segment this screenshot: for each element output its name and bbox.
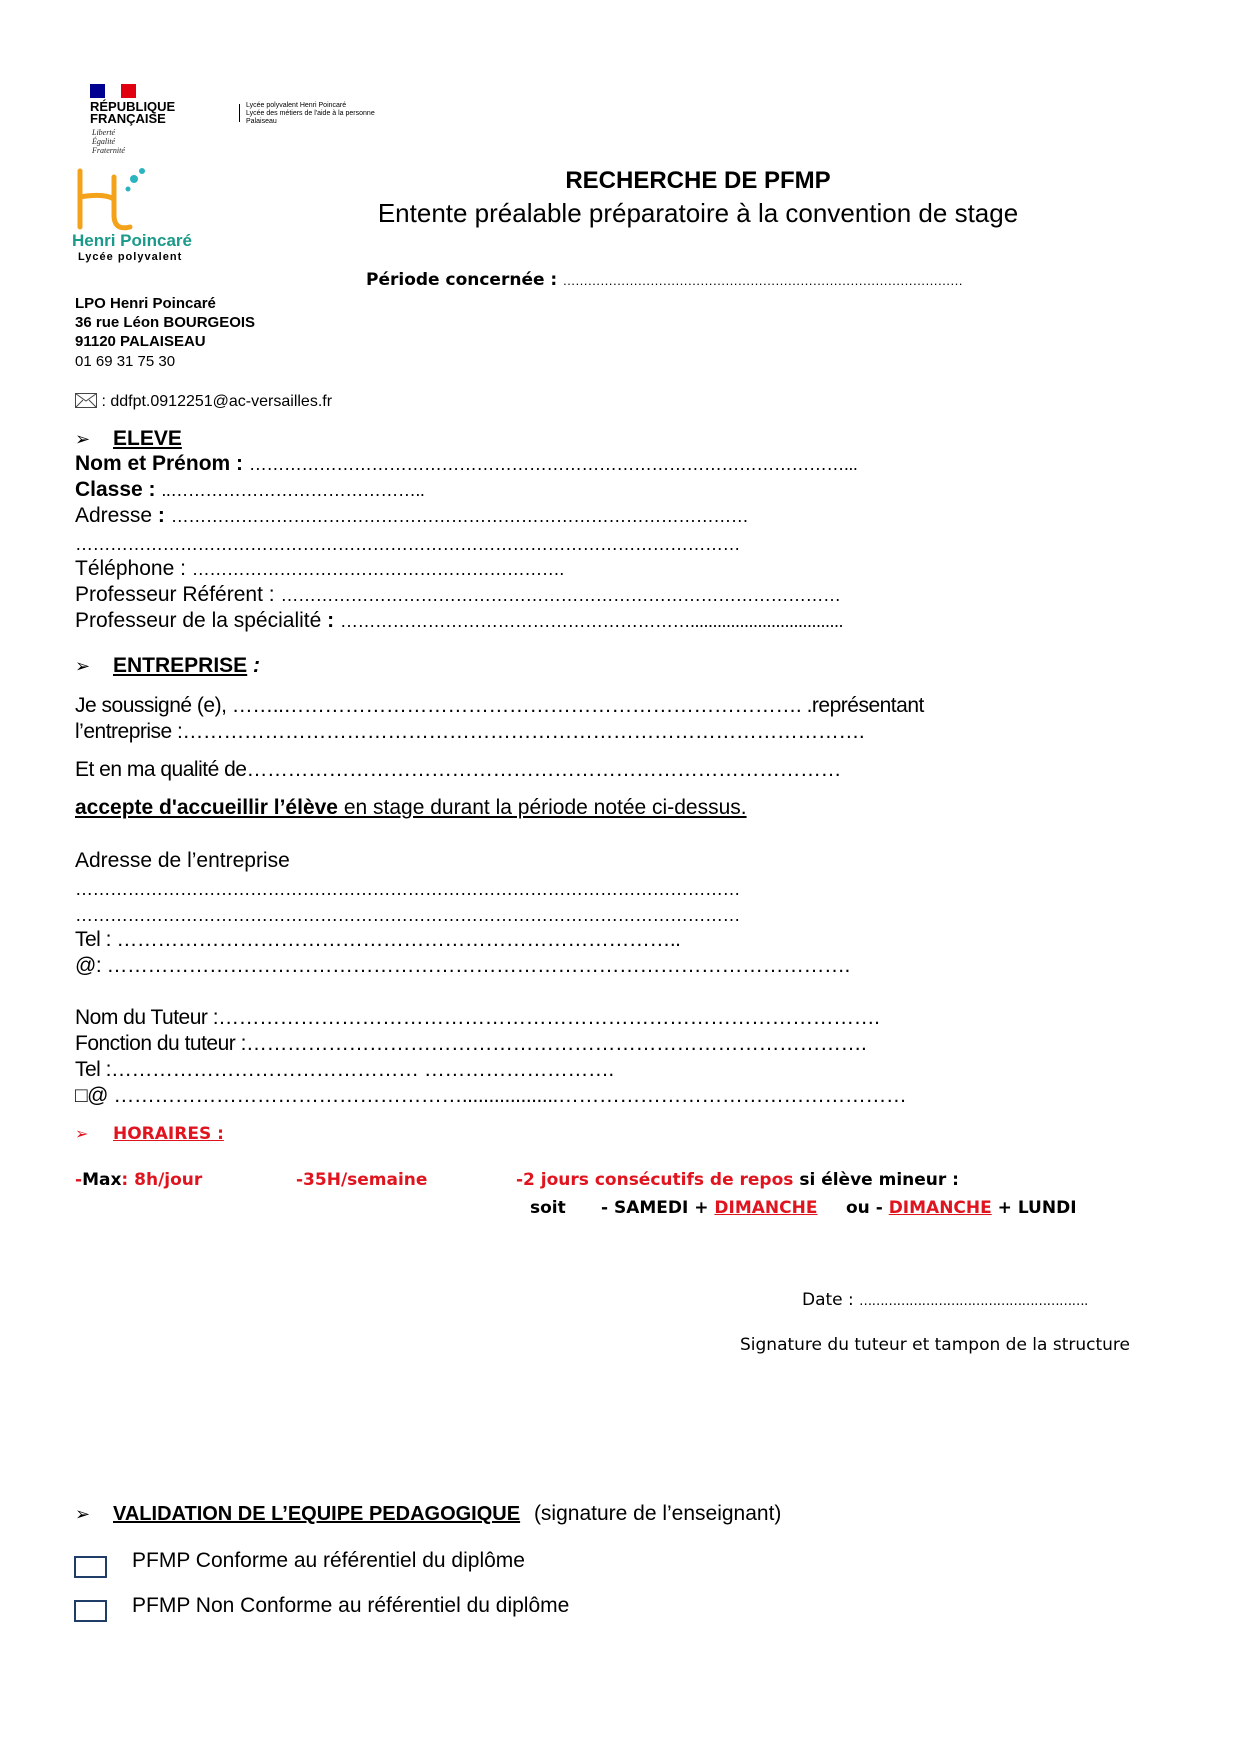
- validation-heading: VALIDATION DE L’EQUIPE PEDAGOGIQUE: [113, 1503, 521, 1525]
- school-street: 36 rue Léon BOURGEOIS: [75, 314, 256, 331]
- entreprise-soussigne: Je soussigné (e), ……..…………………………………………………………………. .représentant: [75, 694, 924, 717]
- eleve-adresse-dots-2: ……………………………………………………………………………………………………: [75, 534, 740, 554]
- entreprise-adresse-dots-1: ……………………………………………………………………………………………………: [75, 879, 740, 899]
- signature-label: Signature du tuteur et tampon de la structure: [740, 1335, 1131, 1355]
- school-email-line: [75, 393, 332, 411]
- entreprise-heading-line: [75, 654, 260, 678]
- non-conforme-label: PFMP Non Conforme au référentiel du diplôme: [132, 1594, 570, 1617]
- horaires-max-label: Max: [82, 1170, 122, 1190]
- school-phone: 01 69 31 75 30: [75, 353, 176, 370]
- entreprise-accepte-line: [75, 796, 747, 820]
- eleve-prof-ref-line: [75, 583, 840, 607]
- horaires-heading-line: [75, 1124, 224, 1144]
- horaires-opt1-a: - SAMEDI +: [601, 1198, 715, 1218]
- horaires-max-prefix: -: [75, 1170, 83, 1190]
- eleve-heading: ELEVE: [113, 427, 182, 450]
- lycee-line-2: Lycée des métiers de l'aide à la personne: [246, 110, 375, 117]
- page-title: RECHERCHE DE PFMP: [565, 167, 831, 194]
- horaires-option-2: [846, 1198, 1077, 1218]
- horaires-semaine: -35H/semaine: [296, 1170, 428, 1190]
- entreprise-heading-colon: :: [253, 654, 261, 677]
- arrow-bullet-icon: ➢: [75, 656, 91, 676]
- tuteur-email: □@ ……………………………………………..................……………………………………………: [75, 1084, 907, 1107]
- horaires-opt1-dimanche: DIMANCHE: [714, 1198, 818, 1218]
- eleve-prof-spe-colon: :: [327, 609, 335, 632]
- header-divider: [239, 104, 240, 122]
- eleve-tel-line: [75, 557, 564, 581]
- school-email: : ddfpt.0912251@ac-versailles.fr: [101, 393, 333, 410]
- eleve-prof-spe-line: [75, 609, 843, 633]
- conforme-checkbox[interactable]: [74, 1556, 107, 1578]
- arrow-bullet-icon: ➢: [75, 1124, 89, 1143]
- tuteur-nom: Nom du Tuteur :…………………………………………………………………………………….: [75, 1006, 880, 1029]
- school-name: LPO Henri Poincaré: [75, 295, 216, 312]
- entreprise-accepte-bold: accepte d'accueillir l’élève: [75, 796, 338, 819]
- validation-heading-line: [75, 1502, 781, 1526]
- horaires-soit: soit: [530, 1198, 566, 1218]
- lycee-line-1: Lycée polyvalent Henri Poincaré: [246, 102, 347, 109]
- entreprise-accepte-rest: en stage durant la période notée ci-dessus.: [337, 796, 747, 819]
- republique-text: RÉPUBLIQUE: [90, 99, 176, 114]
- periode-line: [366, 269, 963, 291]
- horaires-max: [75, 1170, 202, 1190]
- motto-egalite: Égalité: [92, 137, 116, 146]
- horaires-ou: ou -: [846, 1198, 889, 1218]
- entreprise-adresse-dots-2: ……………………………………………………………………………………………………: [75, 905, 740, 925]
- motto-liberte: Liberté: [92, 128, 116, 137]
- periode-dots: ……………………………………………………………………………………: [562, 273, 963, 288]
- eleve-prof-spe-dots: ……………………………………………………..................................: [340, 611, 844, 631]
- eleve-heading-line: [75, 427, 182, 451]
- eleve-adresse-line: [75, 504, 748, 528]
- eleve-prof-ref-label: Professeur Référent :: [75, 583, 275, 606]
- eleve-prof-ref-dots: ……………………………………………………………………………………: [280, 585, 841, 605]
- eleve-adresse-label: Adresse: [75, 504, 153, 527]
- non-conforme-checkbox[interactable]: [74, 1600, 107, 1622]
- eleve-classe-label: Classe :: [75, 478, 156, 501]
- eleve-tel-dots: ……………………………………………………….: [191, 559, 564, 579]
- motto-fraternite: Fraternité: [92, 146, 125, 155]
- logo-name: Henri Poincaré: [72, 231, 192, 250]
- school-city: 91120 PALAISEAU: [75, 333, 206, 350]
- date-line: [802, 1290, 1088, 1310]
- entreprise-lentreprise: l’entreprise :……………………………………………………………………………………….: [75, 720, 865, 743]
- eleve-nom-line: [75, 452, 857, 476]
- horaires-repos-black: si élève mineur :: [793, 1170, 959, 1190]
- envelope-icon: [75, 393, 97, 408]
- date-label: Date :: [802, 1290, 854, 1310]
- eleve-prof-spe-label: Professeur de la spécialité: [75, 609, 322, 632]
- entreprise-tel: Tel : ………………………………………………………………………..: [75, 928, 681, 951]
- arrow-bullet-icon: ➢: [75, 1504, 91, 1524]
- eleve-classe-dots: ..……………………………………..: [161, 480, 425, 500]
- francaise-text: FRANÇAISE: [90, 111, 166, 126]
- entreprise-adresse-label: Adresse de l’entreprise: [75, 849, 290, 872]
- horaires-option-1: [601, 1198, 817, 1218]
- conforme-label: PFMP Conforme au référentiel du diplôme: [132, 1549, 525, 1572]
- eleve-nom-dots: …………………………………………………………………………………………...: [248, 454, 858, 474]
- eleve-adresse-colon: :: [157, 504, 165, 527]
- lycee-line-3: Palaiseau: [246, 118, 277, 125]
- logo-subtitle: Lycée polyvalent: [78, 251, 183, 263]
- entreprise-heading: ENTREPRISE: [113, 654, 248, 677]
- periode-label: Période concernée :: [366, 270, 558, 290]
- horaires-repos-red: -2 jours consécutifs de repos: [516, 1170, 794, 1190]
- horaires-opt2-rest: + LUNDI: [991, 1198, 1077, 1218]
- arrow-bullet-icon: ➢: [75, 429, 91, 449]
- date-dots: ……………………………………………….: [859, 1294, 1088, 1309]
- tuteur-tel: Tel :……………………………………… ……………………….: [75, 1058, 614, 1081]
- entreprise-qualite: Et en ma qualité de……………………………………………………………………………: [75, 758, 841, 781]
- eleve-tel-label: Téléphone :: [75, 557, 186, 580]
- validation-note: (signature de l’enseignant): [533, 1502, 782, 1525]
- eleve-nom-label: Nom et Prénom :: [75, 452, 244, 475]
- horaires-opt2-dimanche: DIMANCHE: [888, 1198, 992, 1218]
- eleve-adresse-dots: ………………………………………………………………………………………: [170, 506, 749, 526]
- french-flag-icon: [90, 84, 136, 98]
- page-subtitle: Entente préalable préparatoire à la convention de stage: [377, 198, 1019, 228]
- horaires-repos: [516, 1170, 959, 1190]
- republique-francaise-logo: [88, 84, 228, 156]
- horaires-heading: HORAIRES :: [113, 1124, 224, 1144]
- eleve-classe-line: [75, 478, 424, 502]
- tuteur-fonction: Fonction du tuteur :……………………………………………………………………………….: [75, 1032, 867, 1055]
- entreprise-email: @: ……………………………………………………………………………………………….: [75, 954, 850, 977]
- horaires-max-value: : 8h/jour: [121, 1170, 203, 1190]
